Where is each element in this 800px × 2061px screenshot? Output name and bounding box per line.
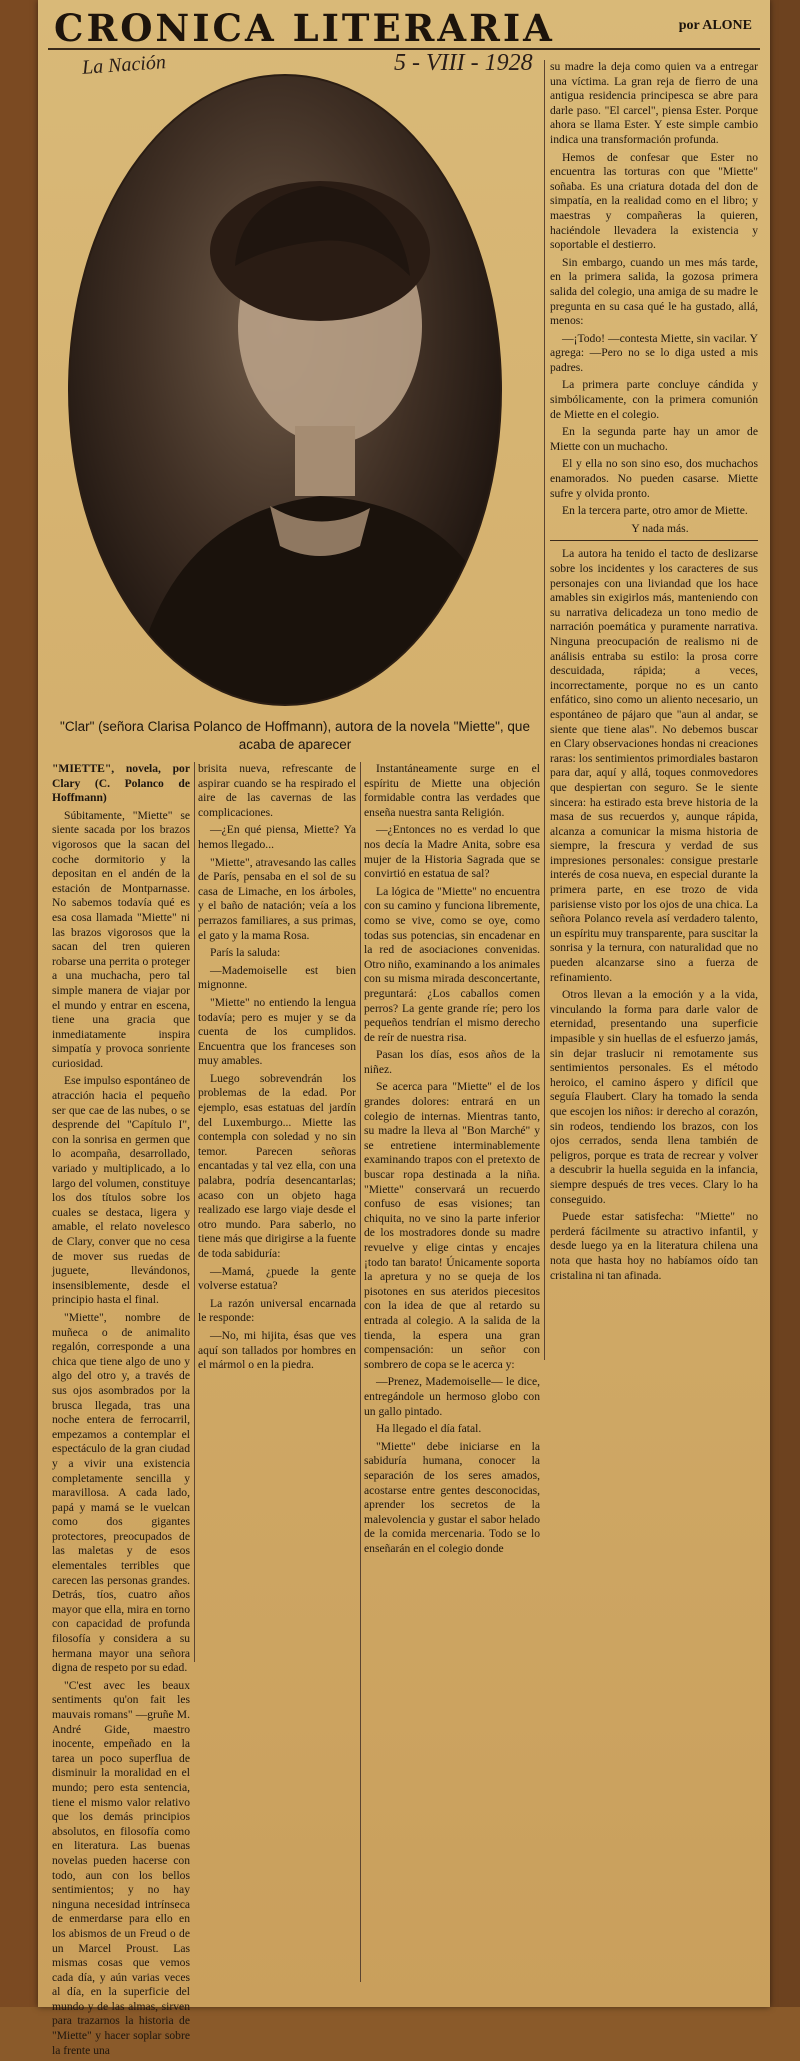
- paragraph: "MIETTE", novela, por Clary (C. Polanco de Hoffmann): [52, 762, 190, 805]
- paragraph: brisita nueva, refrescante de aspirar cuando se ha respirado el aire de las cavernas de las complicaciones.: [198, 762, 356, 819]
- article-column-1: [52, 762, 190, 2061]
- paragraph: París la saluda:: [210, 946, 281, 960]
- paragraph: —Prenez, Mademoiselle— le dice, entregándole un hermoso globo con un gallo pintado.: [364, 1375, 540, 1418]
- paragraph: —Mamá, ¿puede la gente volverse estatua?: [198, 1264, 356, 1293]
- article-column-3: [364, 762, 540, 1559]
- column-author: por ALONE: [678, 18, 752, 33]
- portrait-photo-icon: [68, 74, 502, 706]
- paragraph: —¿Entonces no es verdad lo que nos decía la Madre Anita, sobre esa mujer de la Historia Sagrada que se convirtió en estatua de sal?: [364, 823, 540, 881]
- handwritten-source: La Nación: [81, 51, 167, 79]
- paragraph: El y ella no son sino eso, dos muchachos enamorados. No pueden casarse. Miette sufre y olvida pronto.: [550, 457, 758, 500]
- paragraph: Hemos de confesar que Ester no encuentra las torturas con que "Miette" soñaba. Es una criatura dotada del don de simpatía, en la realidad como en el libro; y maestras y compañeras la quieren, haciéndole llevadera la existencia y soportable el destierro.: [550, 150, 758, 252]
- paragraph: "C'est avec les beaux sentiments qu'on fait les mauvais romans" —gruñe M. André Gide, maestro inocente, empeñado en la tarea un poco superflua de disminuir la moralidad en el mundo; pero esta sentencia, tiene el mismo valor relativo que los demás principios absolutos, en filosofía como en literatura. Las buenas novelas pueden hacerse con todo, aun con los bellos sentimientos; y no hay ninguna necesidad intrínseca de enmerdarse para ello en los abismos de un Freud o de un Marcel Proust. Las mismas cosas que vemos cada día, y aún varias veces al día, en la superficie del mundo y de las almas, sirven para trazarnos la historia de "Miette" y hacer soplar sobre la frente una: [52, 1678, 190, 2057]
- column-divider: [544, 60, 545, 1360]
- paragraph: Se acerca para "Miette" el de los grandes dolores: entrará en un colegio de internas. Mientras tanto, su madre la lleva al "Bon Marché" y se entretiene interminablemente examinando trapos con el pretexto de buscar ropa destinada a la niña. "Miette" conservará un recuerdo confuso de esas visiones; tan chiquita, no ve sino la parte inferior de los mostradores donde su madre revuelve y elige cintas y encajes ¡todo tan barato! Únicamente soporta la apretura y no se queja de los pisotones en sus ateridos piecesitos con la idea de que al retardo su entrada al colegio. A la salida de la tienda, la espera una gran compensación: un señor con sombrero de copa se le acerca y:: [364, 1080, 540, 1371]
- column-header: [48, 4, 760, 50]
- column-divider: [194, 762, 195, 1662]
- section-rule: [550, 540, 758, 541]
- paragraph: La autora ha tenido el tacto de deslizarse sobre los incidentes y los caracteres de sus personajes con una liviandad que los hace amables sin exigirlos más, manteniendo con su narrativa delicadeza un tono medio de narración poemática y puramente narrativa. Ninguna preocupación de realismo ni de análisis entraba su estilo: la prosa corre descuidada, rápida; a veces, incorrectamente, porque no es un canto enfático, sino como un aliento necesario, un espontáneo de pájaro que "aun al andar, se siente que tiene alas". No debemos buscar en Clary observaciones hondas ni creaciones raras: los sentimientos primordiales bastaron para dar, aquí y allá, toques conmovedores que despiertan con seguro. Se le siente sincera: ha estirado esta breve historia de la masa de sus recuerdos y, aunque rápida, alcanza a comunicar la misma historia de siempre, la frescura y verdad de sus impresiones personales: consigue prestarle interés de cosa nueva, en especial durante la primera parte, en ese trozo de vida parisiense visto por los ojos de una chica. La señora Polanco revela así verdadero talento, un espíritu muy transparente, para suscitar la sonrisa y la ternura, con naturalidad que no pueden alcanzarse sino a fuerza de refinamiento.: [550, 547, 758, 984]
- column-title: CRONICA LITERARIA: [54, 6, 555, 50]
- paragraph: —¡Todo! —contesta Miette, sin vacilar. Y agrega: —Pero no se lo diga usted a mis padres.: [550, 331, 758, 374]
- paragraph: Ha llegado el día fatal.: [376, 1422, 482, 1436]
- paragraph: Sin embargo, cuando un mes más tarde, en la primera salida, la gozosa primera salida del colegio, una amiga de su madre le pregunta en su casa qué le ha gustado, allá, menos:: [550, 255, 758, 328]
- paragraph: La razón universal encarnada le responde:: [198, 1296, 356, 1325]
- newspaper-clipping: [38, 0, 770, 2057]
- article-column-2: [198, 762, 356, 1376]
- paragraph: La lógica de "Miette" no encuentra con su camino y funciona libremente, como se vive, como se oye, como todas sus potencias, sin encadenar en la red de asociaciones convenidas. Otro niño, examinando a los animales con su misma mirada desconcertante, preguntará: ¿Los caballos comen perros? La gente grande ríe; pero los pequeños tendrían el mismo derecho de reír de nuestra risa.: [364, 884, 540, 1044]
- background-right: [770, 0, 800, 2007]
- paragraph: "Miette" debe iniciarse en la sabiduría humana, conocer la separación de los seres amados, acostarse entre gentes desconocidas, aprender los secretos de la malevolencia y gustar el sabor helado de la comida mercenaria. Todo se lo enseñarán en el colegio donde: [364, 1439, 540, 1555]
- background-left: [0, 0, 38, 2007]
- photo-frame: [48, 70, 518, 710]
- paragraph: La primera parte concluye cándida y simbólicamente, con la primera comunión de Miette en el colegio.: [550, 378, 758, 421]
- paragraph: Instantáneamente surge en el espíritu de Miette una objeción formidable contra las verdades que enseña nuestra santa Religión.: [364, 762, 540, 819]
- paragraph: Puede estar satisfecha: "Miette" no perderá fácilmente su atractivo infantil, y desde luego ya en la literatura chilena una nota que hasta hoy no habíamos oído tan cristalina ni tan afinada.: [550, 1210, 758, 1282]
- handwritten-date: 5 - VIII - 1928: [394, 50, 533, 76]
- paragraph: —¿En qué piensa, Miette? Ya hemos llegado...: [198, 823, 356, 851]
- article-column-4: [550, 60, 758, 1286]
- paragraph: En la tercera parte, otro amor de Miette.: [562, 504, 748, 518]
- paragraph: Súbitamente, "Miette" se siente sacada por los brazos vigorosos que la sacan del coche dormitorio y la depositan en el andén de la estación de Montparnasse. No sabemos todavía qué es esa cosa llamada "Miette" ni las brazos vigorosos que la sacan del tren quieren robarse una perrita o proteger a una muchacha, pero tal simple manera de viajar por el mundo y entrar en escena, tiene una gracia que inmediatamente inspira simpatía y provoca sonriente curiosidad.: [52, 808, 190, 1070]
- paragraph: "Miette", nombre de muñeca o de animalito regalón, corresponde a una chica que tiene algo de uno y algo del otro y, a través de sus ojos asombrados por la brusca llegada, tras una noche entera de ferrocarril, empezamos a contemplar el espectáculo de la gran ciudad y a vivir una existencia completamente sencilla y maravillosa. A cada lado, papá y mamá se le vuelcan como dos gigantes protectores, preocupados de las maletas y de esos elementales terribles que carecen las personas grandes. Detrás, tíos, cuatro años mayor que ella, mira en torno con capacidad de profunda filosofía y considera a su hermana mayor una señora digna de respeto por su edad.: [52, 1310, 190, 1675]
- paragraph: "Miette" no entiendo la lengua todavía; pero es mujer y se da cuenta de los cumplidos. Encuentra que los franceses son muy amables.: [198, 995, 356, 1068]
- paragraph: Y nada más.: [631, 521, 689, 535]
- paragraph: su madre la deja como quien va a entregar una víctima. La gran reja de fierro de una antigua residencia principesca se abre para darle paso. "El carcel", piensa Ester. Porque ahora se llama Ester. Y este simple cambio indica una transformación profunda.: [550, 60, 758, 146]
- paragraph: Ese impulso espontáneo de atracción hacia el pequeño ser que cae de las nubes, o se desprende del "Capítulo I", con la sonrisa en germen que lo acompaña, desarrollado, variado y multiplicado, a lo largo del volumen, constituye los dos títulos sobre los cuales se destaca, ligera y amable, el relato novelesco de Clary, conver que no cesa de mover sus ruedas de juguete, llevándonos, insensiblemente, desde el principio hasta el final.: [52, 1074, 190, 1307]
- paragraph: Pasan los días, esos años de la niñez.: [364, 1048, 540, 1076]
- paragraph: —No, mi hijita, ésas que ves aquí son tallados por hombres en el mármol o en la piedra.: [198, 1328, 356, 1372]
- photo-caption: "Clar" (señora Clarisa Polanco de Hoffmann), autora de la novela "Miette", que acaba de aparecer: [60, 719, 530, 752]
- column-divider: [360, 762, 361, 1982]
- paragraph: En la segunda parte hay un amor de Miette con un muchacho.: [550, 425, 758, 453]
- paragraph: Luego sobrevendrán los problemas de la edad. Por ejemplo, esas estatuas del jardín del Luxemburgo... Miette las contempla con soledad y no sin temor. Parecen señoras encantadas y tal vez ella, con una palabra, podría desencantarlas; acaso con un objeto haga realizado ese largo viaje desde el otro mundo. Para saberlo, no tiene más que dirigirse a la fuente de toda sabiduría:: [198, 1071, 356, 1260]
- paragraph: "Miette", atravesando las calles de París, pensaba en el sol de su casa de Limache, en los árboles, y el baño de natación; veía a los perrazos familiares, a sus primas, el gato y la mama Rosa.: [198, 855, 356, 942]
- paragraph: —Mademoiselle est bien mignonne.: [198, 963, 356, 992]
- paragraph: Otros llevan a la emoción y a la vida, vinculando la forma para darle valor de eternidad, presentando una superficie impasible y sin huellas de el esfuerzo jamás, sin dejar traslucir ni remotamente sus sentimientos personales. Es el método heroico, el camino áspero y difícil que seguía Flaubert. Clary ha tomado la senda que escojen los niños: ir derecho al corazón, sin rodeos, tendiendo los brazos, con los ojos cerrados, senda llena también de peligros, porque es trata de recrear y volver a descubrir la huella seguida en la infancia, siempre después de tres veces. Clary lo ha conseguido.: [550, 988, 758, 1206]
